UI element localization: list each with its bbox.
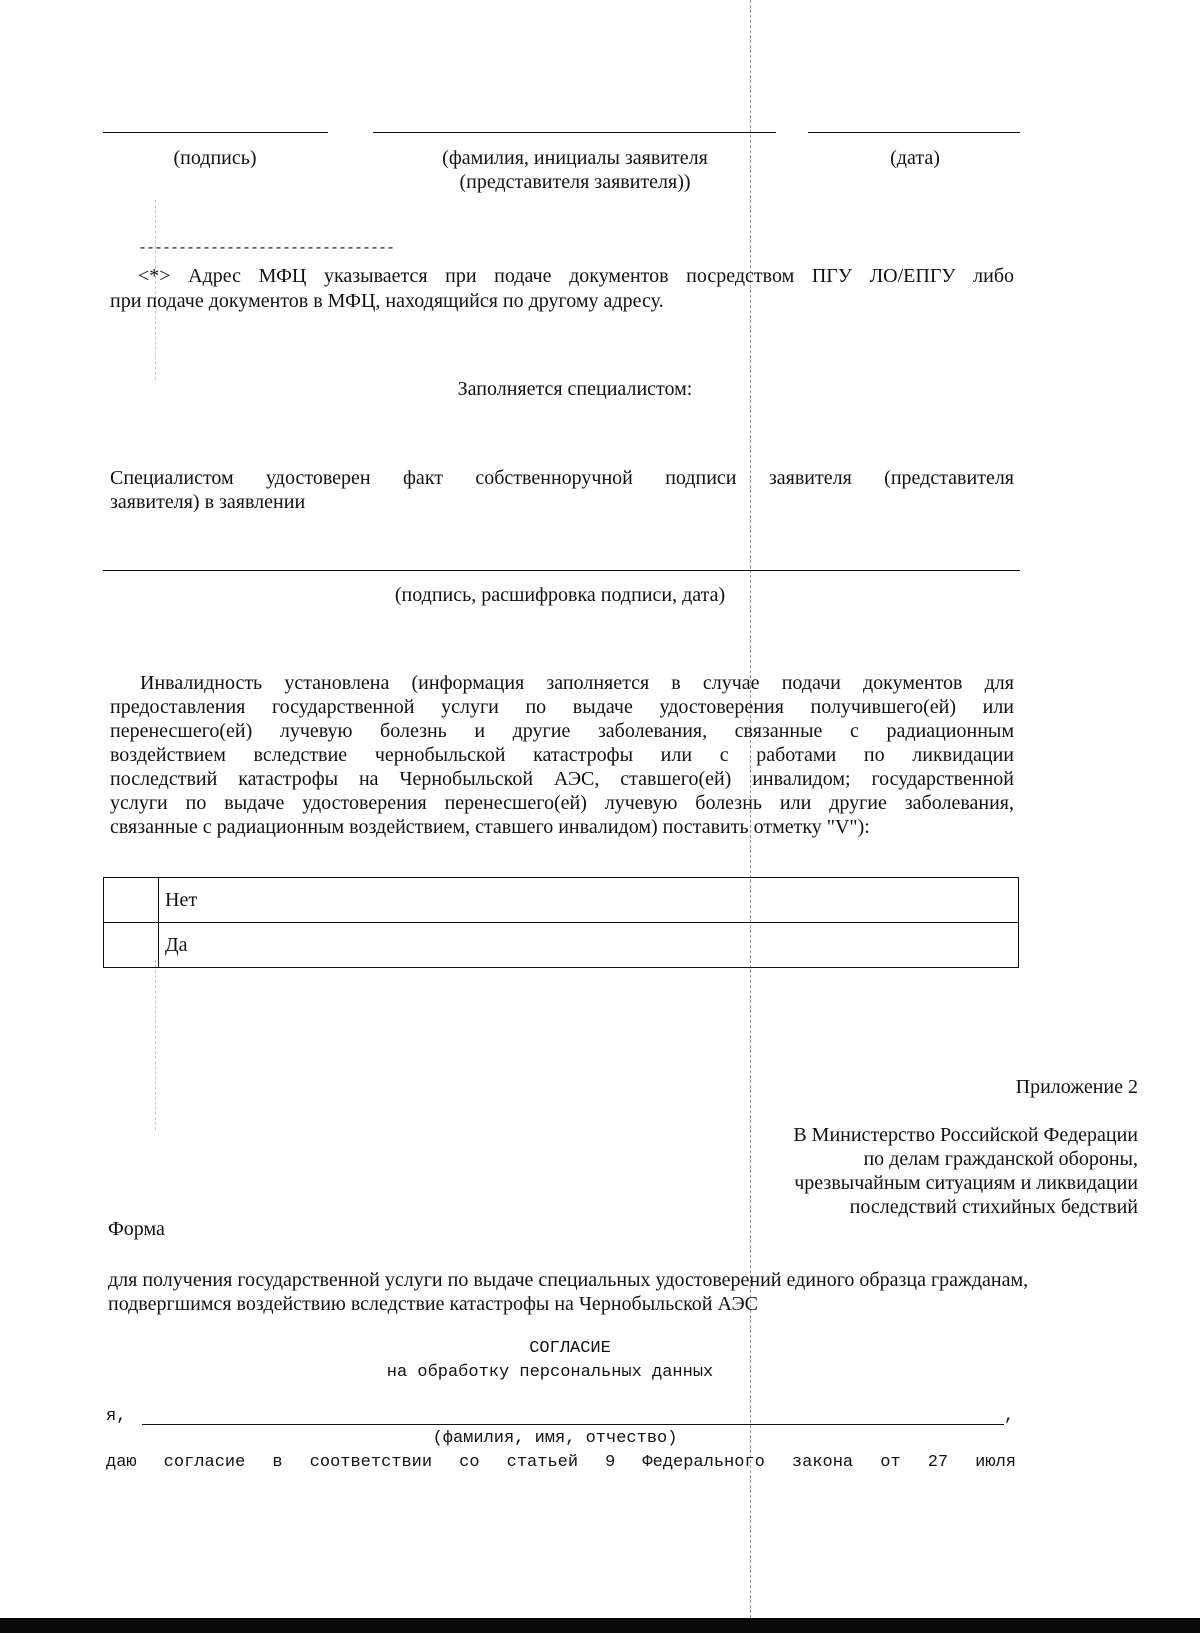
specialist-line1: Специалистом удостоверен факт собственноручной подписи заявителя (представителя	[110, 467, 1014, 489]
footnote-line2: при подаче документов в МФЦ, находящийся по другому адресу.	[110, 290, 664, 312]
purpose-line1: для получения государственной услуги по выдаче специальных удостоверений единого образца гражданам,	[108, 1269, 1029, 1291]
footnote-separator: --------------------------------	[138, 240, 395, 257]
checkbox-cell-yes[interactable]	[104, 923, 159, 968]
disability-line7: связанные с радиационным воздействием, ставшего инвалидом) поставить отметку "V"):	[110, 816, 870, 838]
name-caption-line2: (представителя заявителя))	[459, 171, 691, 193]
addressee-line1: В Министерство Российской Федерации	[793, 1124, 1138, 1146]
name-caption-line1: (фамилия, инициалы заявителя	[442, 147, 708, 169]
specialist-signature-line	[103, 570, 1020, 571]
specialist-line2: заявителя) в заявлении	[110, 491, 306, 513]
footnote-line1: <*> Адрес МФЦ указывается при подаче документов посредством ПГУ ЛО/ЕПГУ либо	[138, 265, 1014, 287]
consent-name-line[interactable]	[142, 1424, 1004, 1425]
addressee-line4: последствий стихийных бедствий	[849, 1196, 1138, 1218]
specialist-heading: Заполняется специалистом:	[457, 378, 693, 400]
disability-options-table	[103, 877, 1019, 968]
appendix-label: Приложение 2	[1015, 1076, 1138, 1098]
disability-line2: предоставления государственной услуги по выдаче удостоверения получившего(ей) или	[110, 696, 1014, 718]
consent-name-caption: (фамилия, имя, отчество)	[432, 1429, 678, 1448]
scan-artifact	[155, 960, 156, 1130]
consent-i-label: я,	[106, 1407, 127, 1426]
disability-line6: услуги по выдаче удостоверения перенесшего(ей) лучевую болезнь или другие заболевания,	[110, 792, 1014, 814]
consent-title: СОГЛАСИЕ	[529, 1339, 611, 1358]
addressee-line3: чрезвычайным ситуациям и ликвидации	[794, 1172, 1138, 1194]
scan-bottom-edge	[0, 1618, 1200, 1633]
option-label-yes: Да	[159, 923, 1019, 968]
consent-comma: ,	[1004, 1407, 1015, 1426]
purpose-line2: подвергшимся воздействию вследствие катастрофы на Чернобыльской АЭС	[108, 1293, 758, 1315]
option-row-yes	[104, 923, 1019, 968]
name-line	[373, 132, 776, 133]
consent-text-line1: даю согласие в соответствии со статьей 9 Федерального закона от 27 июля	[106, 1453, 1016, 1472]
disability-line3: перенесшего(ей) лучевую болезнь и другие заболевания, связанные с радиационным	[110, 720, 1014, 742]
addressee-line2: по делам гражданской обороны,	[863, 1148, 1138, 1170]
date-line	[808, 132, 1020, 133]
disability-line1: Инвалидность установлена (информация заполняется в случае подачи документов для	[140, 672, 1014, 694]
signature-caption: (подпись)	[173, 147, 257, 169]
disability-line4: воздействием вследствие чернобыльской катастрофы или с работами по ликвидации	[110, 744, 1014, 766]
option-label-no: Нет	[159, 878, 1019, 923]
signature-line	[103, 132, 328, 133]
consent-subtitle: на обработку персональных данных	[386, 1363, 714, 1382]
disability-line5: последствий катастрофы на Чернобыльской АЭС, ставшего(ей) инвалидом; государственной	[110, 768, 1014, 790]
checkbox-cell-no[interactable]	[104, 878, 159, 923]
form-label: Форма	[108, 1218, 165, 1240]
option-row-no	[104, 878, 1019, 923]
specialist-caption: (подпись, расшифровка подписи, дата)	[394, 584, 726, 606]
date-caption: (дата)	[890, 147, 940, 169]
